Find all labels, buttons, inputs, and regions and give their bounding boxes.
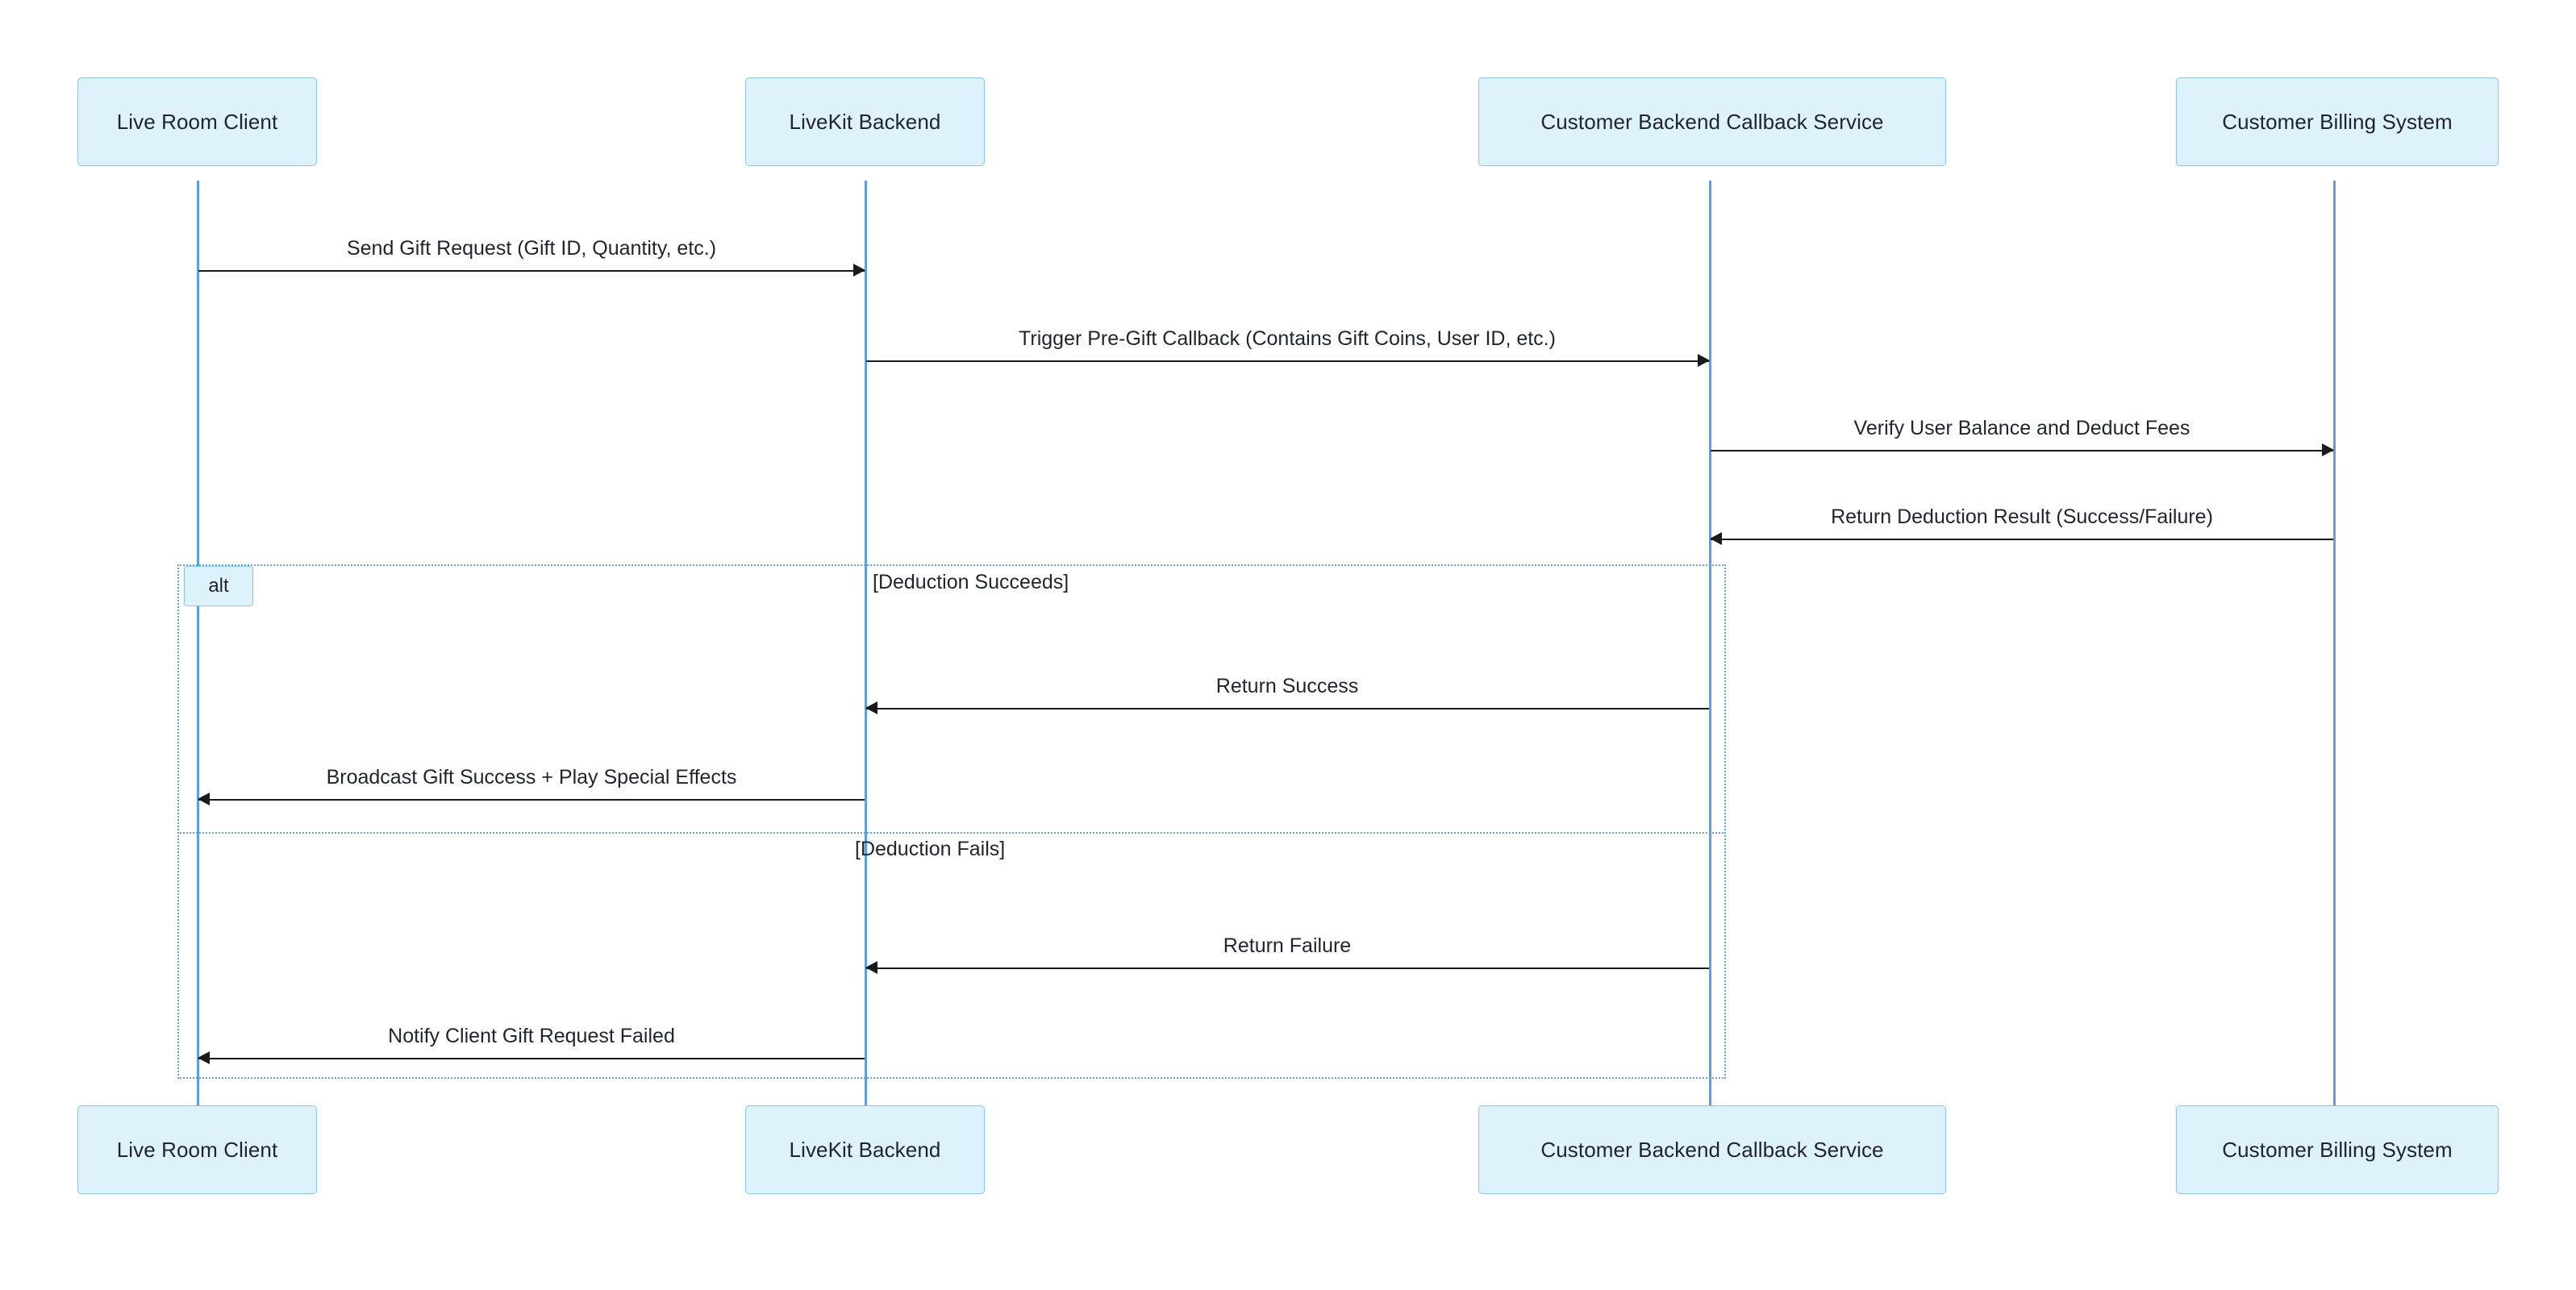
alt-condition-1: [Deduction Succeeds] xyxy=(873,571,1069,593)
arrowhead-left-icon xyxy=(865,701,877,714)
message-label-return-failure: Return Failure xyxy=(1223,934,1352,957)
actor-box-client-bottom[interactable] xyxy=(77,1105,317,1194)
lifeline-billing xyxy=(2333,181,2336,1106)
message-line xyxy=(198,270,865,272)
actor-box-billing-top[interactable] xyxy=(2176,77,2499,166)
arrowhead-right-icon xyxy=(853,264,865,277)
actor-box-callback-top[interactable] xyxy=(1478,77,1946,166)
actor-label-billing-bottom: Customer Billing System xyxy=(2222,1137,2453,1162)
arrowhead-right-icon xyxy=(1698,354,1710,367)
actor-label-callback-bottom: Customer Backend Callback Service xyxy=(1540,1137,1884,1162)
message-line xyxy=(198,1058,865,1059)
message-line xyxy=(866,360,1709,362)
arrowhead-left-icon xyxy=(198,1051,210,1064)
arrowhead-right-icon xyxy=(2322,443,2334,456)
alt-frame xyxy=(177,564,1726,1079)
message-label-trigger-pre-gift-callback: Trigger Pre-Gift Callback (Contains Gift Coins, User ID, etc.) xyxy=(1019,327,1556,350)
message-label-return-deduction-result: Return Deduction Result (Success/Failure) xyxy=(1831,506,2213,528)
message-line xyxy=(1711,539,2333,540)
actor-label-client-bottom: Live Room Client xyxy=(116,1137,278,1162)
arrowhead-left-icon xyxy=(1710,532,1722,545)
alt-branch-divider xyxy=(177,832,1726,834)
alt-tag-label: alt xyxy=(208,575,229,597)
message-line xyxy=(198,799,865,801)
arrowhead-left-icon xyxy=(198,793,210,805)
actor-box-livekit-bottom[interactable] xyxy=(745,1105,985,1194)
actor-box-billing-bottom[interactable] xyxy=(2176,1105,2499,1194)
actor-box-livekit-top[interactable] xyxy=(745,77,985,166)
actor-label-billing-top: Customer Billing System xyxy=(2222,109,2453,134)
actor-label-livekit-bottom: LiveKit Backend xyxy=(789,1137,941,1162)
actor-box-callback-bottom[interactable] xyxy=(1478,1105,1946,1194)
message-label-broadcast-gift-success: Broadcast Gift Success + Play Special Effects xyxy=(326,766,737,789)
alt-tag xyxy=(184,566,253,606)
message-line xyxy=(866,708,1709,710)
actor-box-client-top[interactable] xyxy=(77,77,317,166)
message-label-send-gift-request: Send Gift Request (Gift ID, Quantity, etc.) xyxy=(346,237,717,260)
arrowhead-left-icon xyxy=(865,961,877,974)
message-line xyxy=(866,968,1709,969)
actor-label-client-top: Live Room Client xyxy=(116,109,278,134)
message-label-return-success: Return Success xyxy=(1215,675,1359,697)
message-label-verify-balance: Verify User Balance and Deduct Fees xyxy=(1853,417,2190,439)
actor-label-callback-top: Customer Backend Callback Service xyxy=(1540,109,1884,134)
alt-condition-2: [Deduction Fails] xyxy=(855,838,1006,860)
message-label-notify-client-failed: Notify Client Gift Request Failed xyxy=(388,1025,675,1047)
actor-label-livekit-top: LiveKit Backend xyxy=(789,109,941,134)
message-line xyxy=(1711,450,2333,452)
